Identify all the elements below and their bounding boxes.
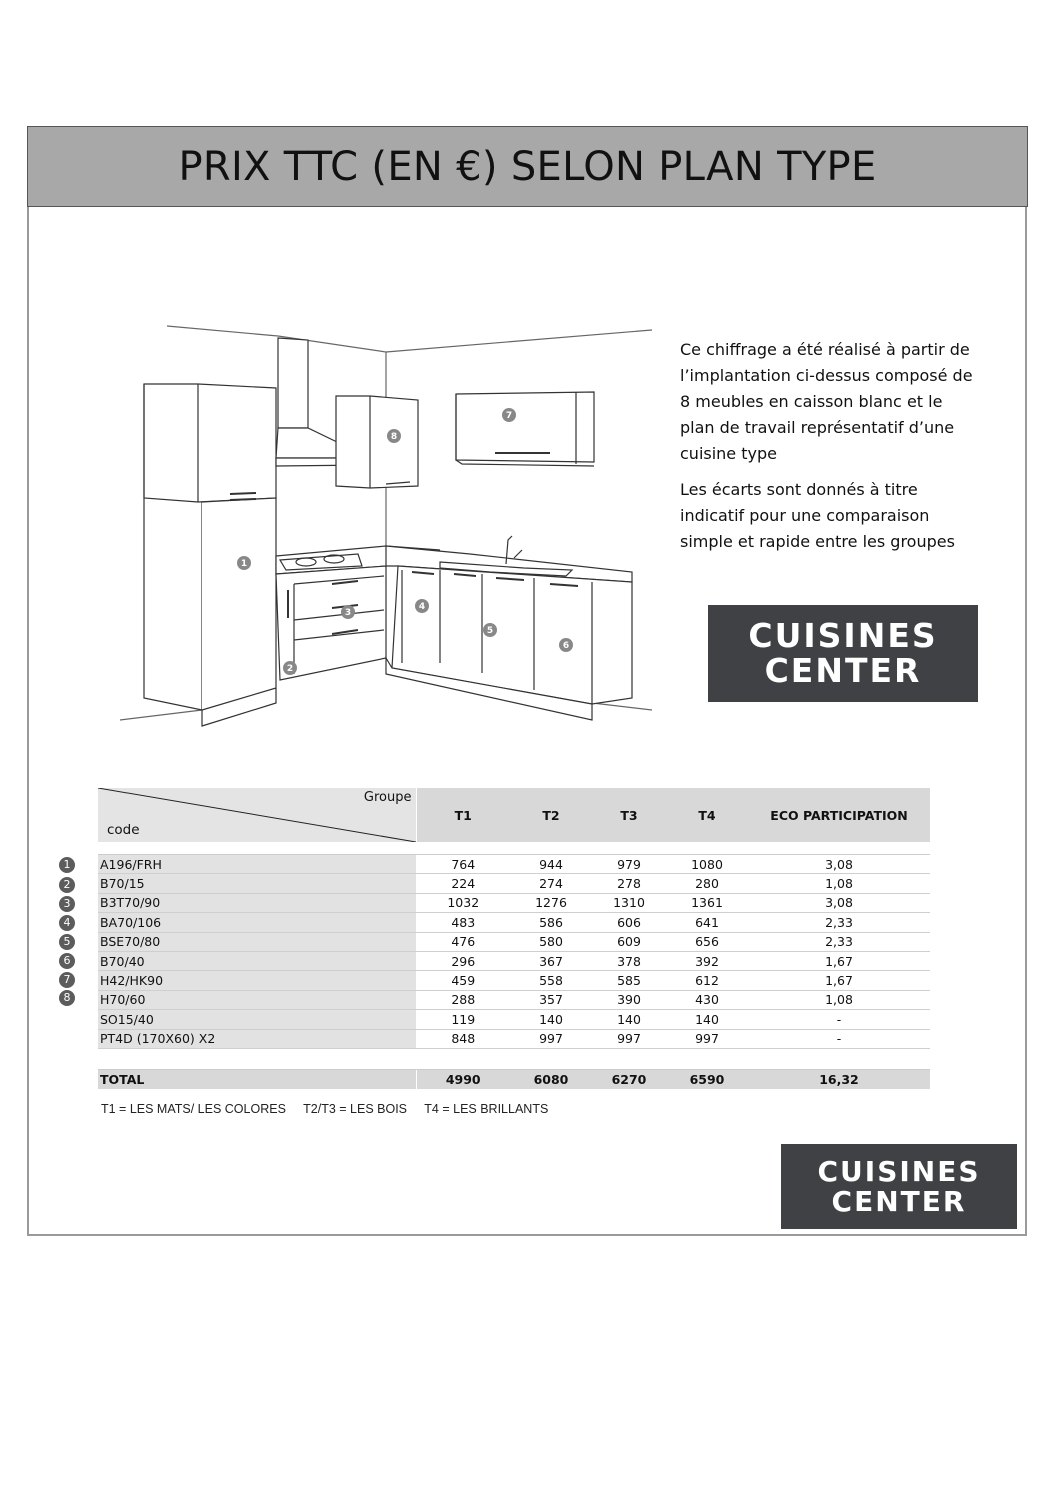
- table-row: [98, 1029, 930, 1048]
- table-corner-cell: [98, 788, 416, 842]
- row-eco: 1,67: [748, 971, 930, 990]
- drawing-marker-5: [483, 623, 497, 637]
- row-t3: 979: [592, 855, 666, 874]
- row-t1: 296: [416, 951, 510, 970]
- row-t1: 119: [416, 1010, 510, 1029]
- table-header-row: [98, 788, 930, 842]
- cuisines-center-logo-bottom: [781, 1144, 1017, 1229]
- column-header-t3: T3: [592, 788, 666, 842]
- row-t2: 997: [510, 1029, 592, 1048]
- drawing-marker-1: [237, 556, 251, 570]
- spacer: [98, 1048, 416, 1069]
- row-code: B3T70/90: [98, 893, 416, 912]
- row-t1: 1032: [416, 893, 510, 912]
- table-row: [98, 913, 930, 932]
- row-t4: 641: [666, 913, 748, 932]
- row-number-badge: 6: [59, 953, 75, 969]
- row-t3: 585: [592, 971, 666, 990]
- total-label: TOTAL: [98, 1069, 416, 1089]
- legend-t23: T2/T3 = LES BOIS: [303, 1102, 408, 1116]
- row-t3: 390: [592, 990, 666, 1009]
- row-t1: 288: [416, 990, 510, 1009]
- row-eco: 2,33: [748, 913, 930, 932]
- row-t2: 558: [510, 971, 592, 990]
- row-t3: 278: [592, 874, 666, 893]
- title-bar: [27, 126, 1028, 207]
- intro-paragraph-1: Ce chiffrage a été réalisé à partir de l’implantation ci-dessus composé de 8 meubles en caisson blanc et le plan de travail représentatif d’une cuisine type: [680, 340, 973, 463]
- row-t2: 367: [510, 951, 592, 970]
- total-t3: 6270: [592, 1069, 666, 1089]
- row-t4: 656: [666, 932, 748, 951]
- row-t4: 1361: [666, 893, 748, 912]
- row-code: H42/HK90: [98, 971, 416, 990]
- row-number-badge: 5: [59, 934, 75, 950]
- drawing-marker-7: [502, 408, 516, 422]
- column-header-t2: T2: [510, 788, 592, 842]
- row-eco: 2,33: [748, 932, 930, 951]
- total-t4: 6590: [666, 1069, 748, 1089]
- row-code: A196/FRH: [98, 855, 416, 874]
- row-t2: 274: [510, 874, 592, 893]
- column-header-t4: T4: [666, 788, 748, 842]
- legend: [101, 1102, 562, 1116]
- table-row: [98, 971, 930, 990]
- row-number-badge: 8: [59, 990, 75, 1006]
- row-eco: -: [748, 1029, 930, 1048]
- cuisines-center-logo: [708, 605, 978, 702]
- svg-text:3: 3: [344, 608, 352, 618]
- table-body: [98, 855, 930, 1049]
- row-eco: 1,08: [748, 874, 930, 893]
- svg-text:6: 6: [562, 641, 570, 651]
- table-row: [98, 990, 930, 1009]
- row-number-badge: 3: [59, 896, 75, 912]
- row-t3: 140: [592, 1010, 666, 1029]
- row-t2: 140: [510, 1010, 592, 1029]
- row-code: B70/40: [98, 951, 416, 970]
- row-t4: 280: [666, 874, 748, 893]
- intro-paragraph-2: Les écarts sont donnés à titre indicatif pour une comparaison simple et rapide entre les groupes: [680, 480, 955, 551]
- row-eco: 1,67: [748, 951, 930, 970]
- column-header-eco: ECO PARTICIPATION: [748, 788, 930, 842]
- row-t3: 378: [592, 951, 666, 970]
- svg-text:8: 8: [390, 432, 398, 442]
- table-row: [98, 951, 930, 970]
- drawing-marker-4: [415, 599, 429, 613]
- row-eco: 3,08: [748, 893, 930, 912]
- row-t4: 612: [666, 971, 748, 990]
- row-t3: 606: [592, 913, 666, 932]
- legend-t4: T4 = LES BRILLANTS: [424, 1102, 549, 1116]
- total-row: [98, 1069, 930, 1089]
- total-t2: 6080: [510, 1069, 592, 1089]
- row-code: BA70/106: [98, 913, 416, 932]
- intro-text: [680, 337, 980, 565]
- row-t3: 997: [592, 1029, 666, 1048]
- svg-text:2: 2: [286, 664, 294, 674]
- total-t1: 4990: [416, 1069, 510, 1089]
- row-t2: 1276: [510, 893, 592, 912]
- row-t4: 430: [666, 990, 748, 1009]
- row-code: SO15/40: [98, 1010, 416, 1029]
- drawing-marker-6: [559, 638, 573, 652]
- svg-text:1: 1: [240, 559, 248, 569]
- row-code: BSE70/80: [98, 932, 416, 951]
- row-eco: 1,08: [748, 990, 930, 1009]
- drawing-marker-3: [341, 605, 355, 619]
- svg-text:7: 7: [505, 411, 513, 421]
- row-number-badge: 4: [59, 915, 75, 931]
- row-t1: 483: [416, 913, 510, 932]
- row-t4: 1080: [666, 855, 748, 874]
- row-code: PT4D (170X60) X2: [98, 1029, 416, 1048]
- kitchen-illustration: [110, 318, 670, 738]
- row-t1: 764: [416, 855, 510, 874]
- table-row: [98, 893, 930, 912]
- svg-text:4: 4: [418, 602, 426, 612]
- drawing-marker-2: [283, 661, 297, 675]
- corner-code-label: code: [107, 822, 140, 838]
- row-code: B70/15: [98, 874, 416, 893]
- row-t2: 944: [510, 855, 592, 874]
- row-t2: 580: [510, 932, 592, 951]
- row-t4: 140: [666, 1010, 748, 1029]
- row-t2: 586: [510, 913, 592, 932]
- row-t3: 1310: [592, 893, 666, 912]
- row-t2: 357: [510, 990, 592, 1009]
- row-t1: 459: [416, 971, 510, 990]
- logo-line-2: CENTER: [831, 1184, 967, 1218]
- table-row: [98, 855, 930, 874]
- row-code: H70/60: [98, 990, 416, 1009]
- row-t4: 997: [666, 1029, 748, 1048]
- page-title: PRIX TTC (EN €) SELON PLAN TYPE: [178, 143, 877, 190]
- logo-line-2: CENTER: [764, 650, 922, 690]
- price-table: [98, 788, 930, 1089]
- svg-text:5: 5: [486, 626, 494, 636]
- row-number-badge: 1: [59, 857, 75, 873]
- table-row: [98, 1010, 930, 1029]
- row-eco: -: [748, 1010, 930, 1029]
- total-eco: 16,32: [748, 1069, 930, 1089]
- corner-groupe-label: Groupe: [363, 790, 412, 805]
- column-header-t1: T1: [416, 788, 510, 842]
- row-number-badge: 2: [59, 877, 75, 893]
- row-t1: 848: [416, 1029, 510, 1048]
- logo-line-1: CUISINES: [748, 615, 938, 655]
- row-t1: 476: [416, 932, 510, 951]
- table-row: [98, 932, 930, 951]
- drawing-marker-8: [387, 429, 401, 443]
- row-number-badge: 7: [59, 972, 75, 988]
- row-eco: 3,08: [748, 855, 930, 874]
- logo-line-1: CUISINES: [817, 1155, 981, 1189]
- row-t3: 609: [592, 932, 666, 951]
- row-t1: 224: [416, 874, 510, 893]
- row-t4: 392: [666, 951, 748, 970]
- table-row: [98, 874, 930, 893]
- legend-t1: T1 = LES MATS/ LES COLORES: [101, 1102, 286, 1116]
- spacer: [98, 842, 416, 855]
